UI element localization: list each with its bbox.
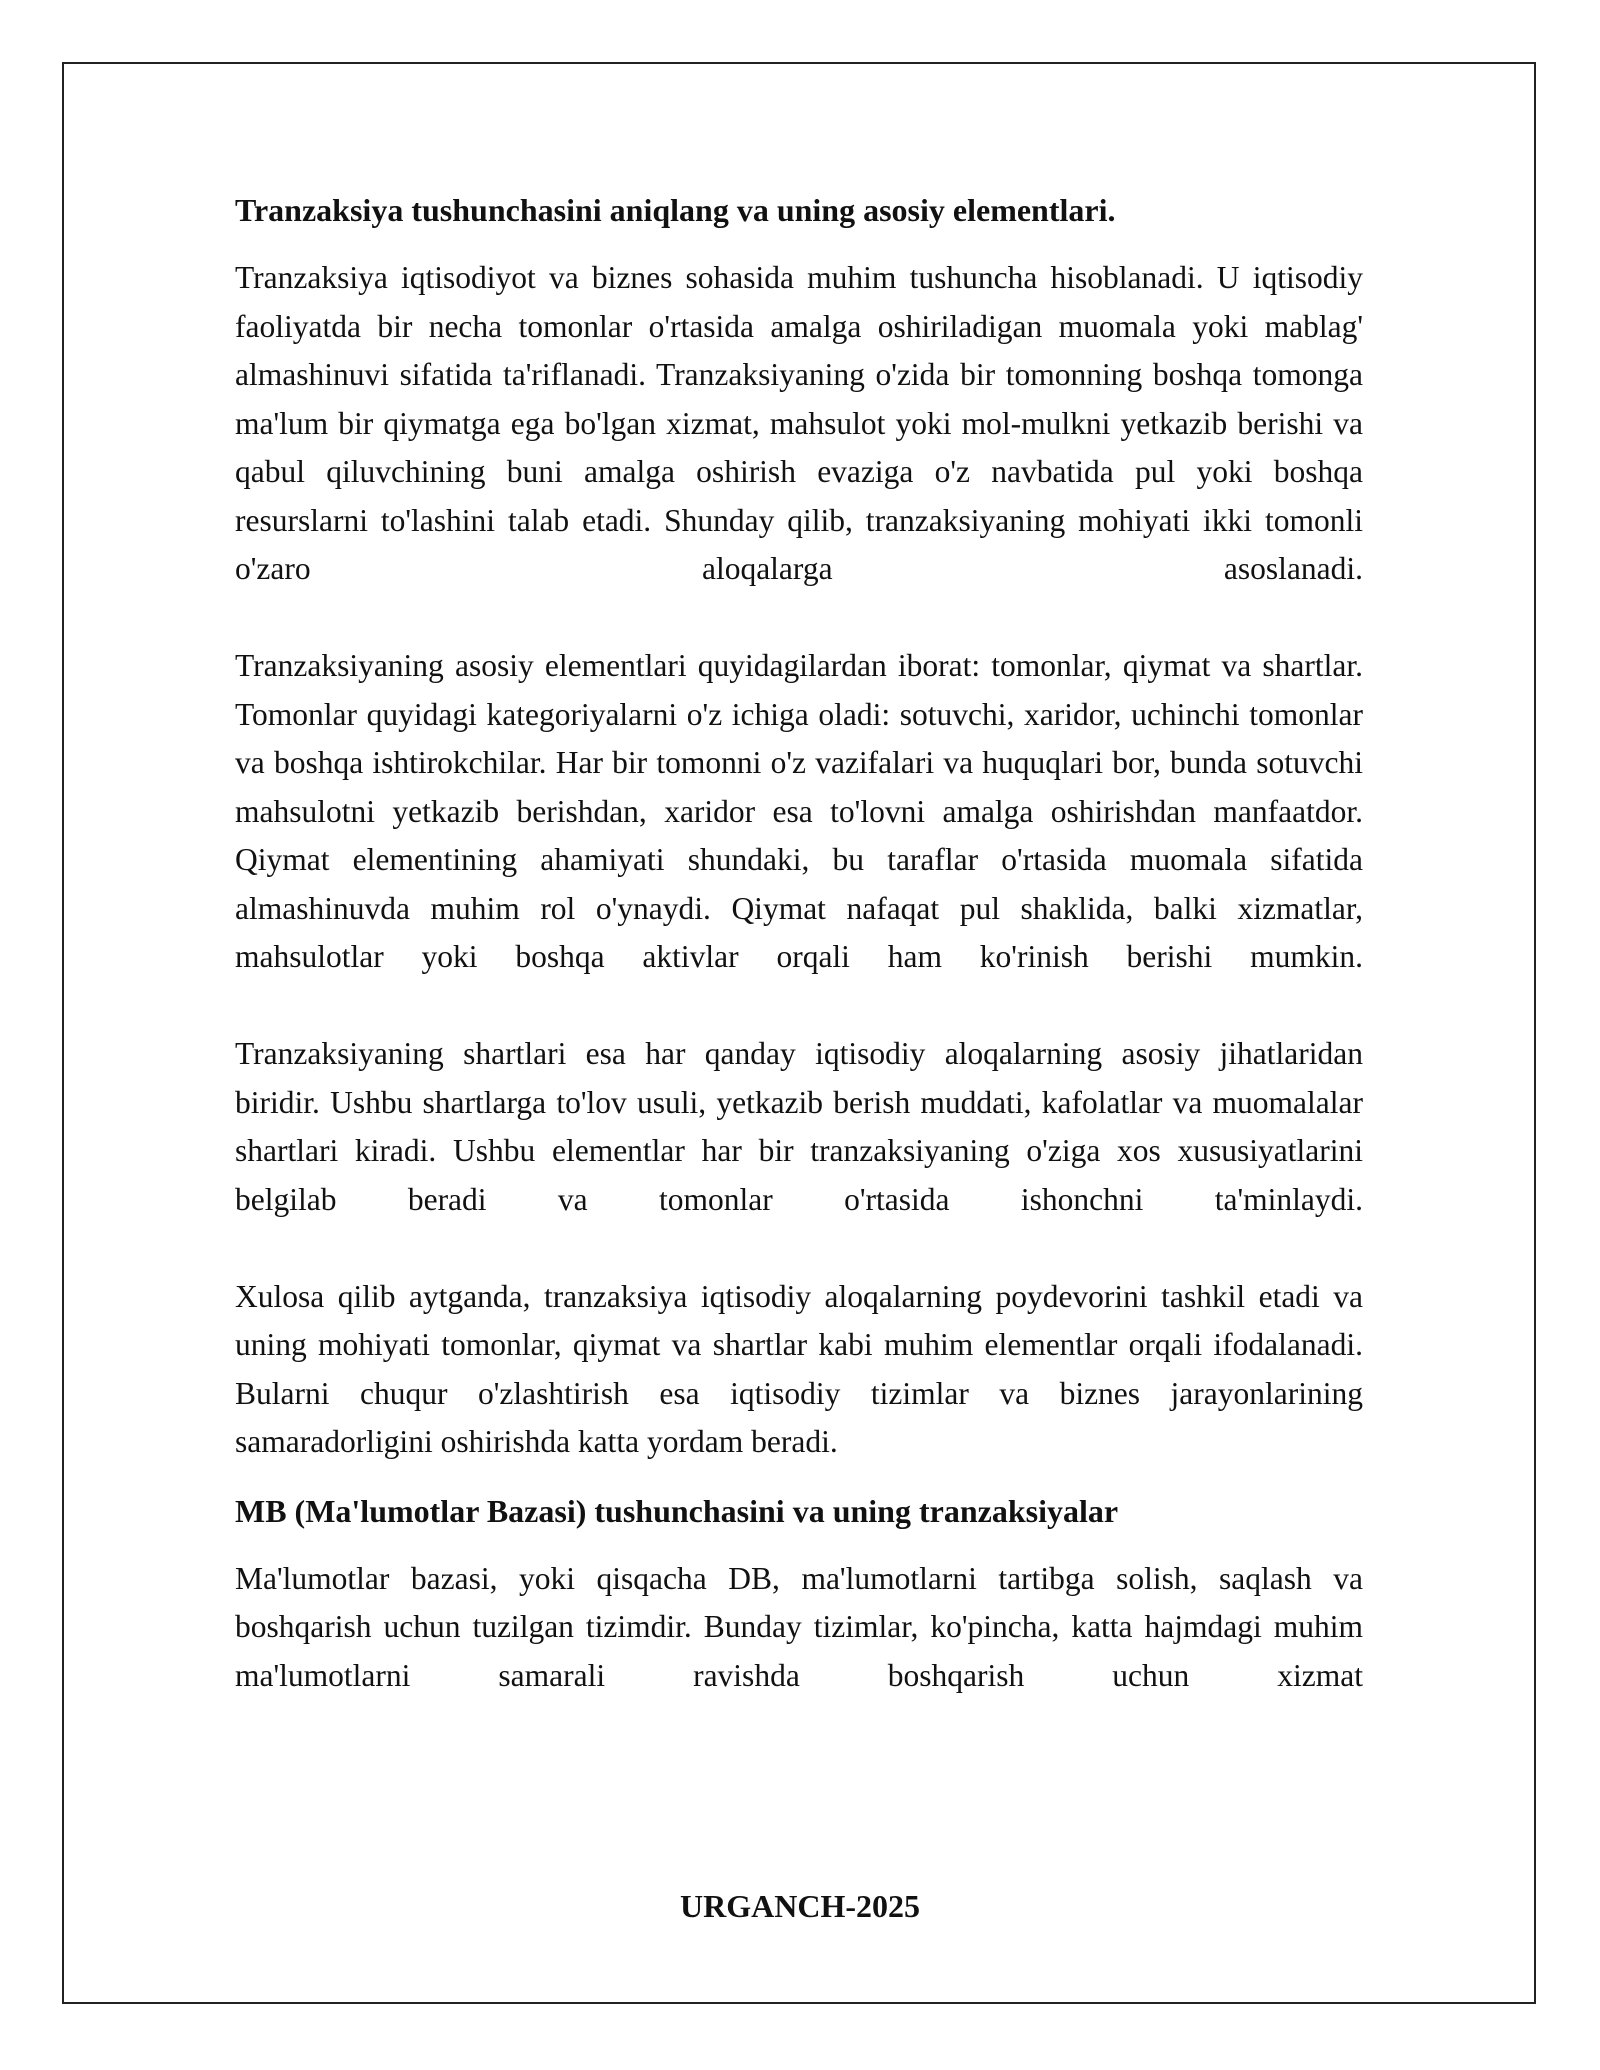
paragraph-transaction-conditions: Tranzaksiyaning shartlari esa har qanday iqtisodiy aloqalarning asosiy jihatlaridan biridir. Ushbu shartlarga to'lov usuli, yetkazib berish muddati, kafolatlar va muomalalar shartlari kiradi. Ushbu elementlar har bir tranzaksiyaning o'ziga xos xususiyatlarini belgilab beradi va tomonlar o'rtasida ishonchni ta'minlaydi.	[235, 1036, 1363, 1217]
paragraph-transaction-elements: Tranzaksiyaning asosiy elementlari quyidagilardan iborat: tomonlar, qiymat va shartlar. Tomonlar quyidagi kategoriyalarni o'z ichiga oladi: sotuvchi, xaridor, uchinchi tomonlar va boshqa ishtirokchilar. Har bir tomonni o'z vazifalari va huquqlari bor, bunda sotuvchi mahsulotni yetkazib berishdan, xaridor esa to'lovni amalga oshirishdan manfaatdor. Qiymat elementining ahamiyati shundaki, bu taraflar o'rtasida muomala sifatida almashinuvda muhim rol o'ynaydi. Qiymat nafaqat pul shaklida, balki xizmatlar, mahsulotlar yoki boshqa aktivlar orqali ham ko'rinish berishi mumkin.	[235, 648, 1363, 974]
document-body	[235, 186, 1363, 1700]
paragraph-database-definition: Ma'lumotlar bazasi, yoki qisqacha DB, ma'lumotlarni tartibga solish, saqlash va boshqarish uchun tuzilgan tizimdir. Bunday tizimlar, ko'pincha, katta hajmdagi muhim ma'lumotlarni samarali ravishda boshqarish uchun xizmat	[235, 1560, 1363, 1693]
paragraph-conclusion: Xulosa qilib aytganda, tranzaksiya iqtisodiy aloqalarning poydevorini tashkil etadi va uning mohiyati tomonlar, qiymat va shartlar kabi muhim elementlar orqali ifodalanadi. Bularni chuqur o'zlashtirish esa iqtisodiy tizimlar va biznes jarayonlarining samaradorligini oshirishda katta yordam beradi.	[235, 1278, 1363, 1459]
paragraph-transaction-definition: Tranzaksiya iqtisodiyot va biznes sohasida muhim tushuncha hisoblanadi. U iqtisodiy faoliyatda bir necha tomonlar o'rtasida amalga oshiriladigan muomala yoki mablag' almashinuvi sifatida ta'riflanadi. Tranzaksiyaning o'zida bir tomonning boshqa tomonga ma'lum bir qiymatga ega bo'lgan xizmat, mahsulot yoki mol-mulkni yetkazib berishi va qabul qiluvchining buni amalga oshirish evaziga o'z navbatida pul yoki boshqa resurslarni to'lashini talab etadi. Shunday qilib, tranzaksiyaning mohiyati ikki tomonli o'zaro aloqalarga asoslanadi.	[235, 260, 1363, 586]
footer-city-year: URGANCH-2025	[680, 1888, 920, 1924]
section-heading-transaction: Tranzaksiya tushunchasini aniqlang va uning asosiy elementlari.	[235, 192, 1116, 228]
section-heading-database: MB (Ma'lumotlar Bazasi) tushunchasini va uning tranzaksiyalar	[235, 1492, 1119, 1529]
